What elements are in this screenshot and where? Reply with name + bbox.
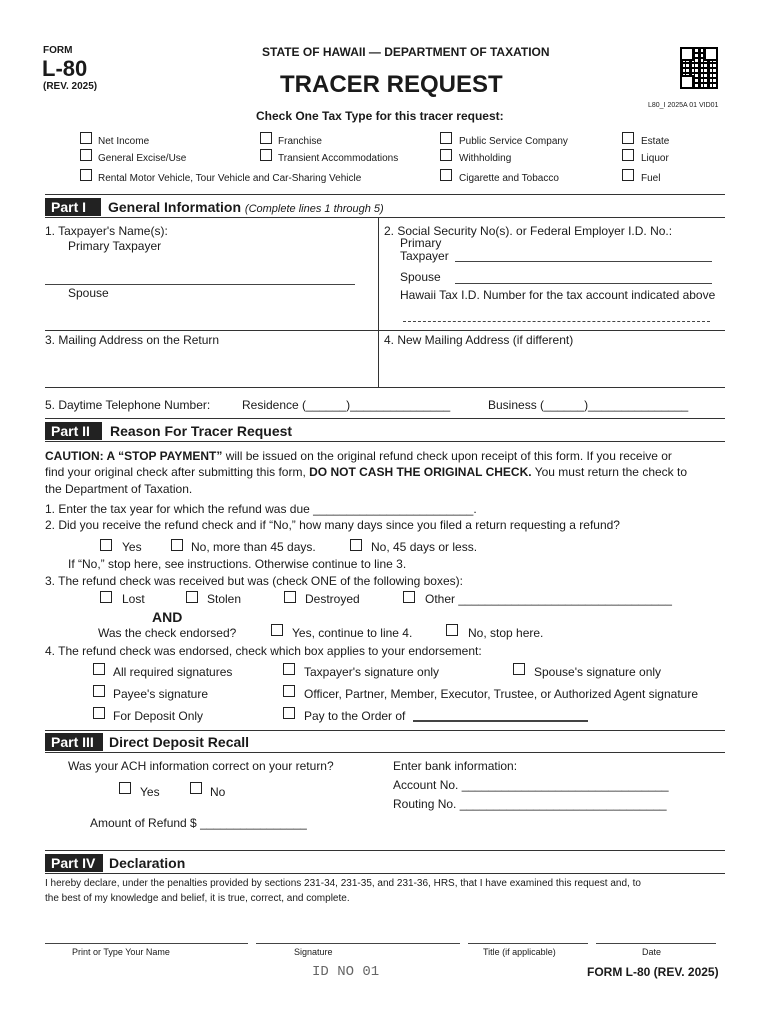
checkbox-general-excise[interactable]	[80, 149, 92, 161]
label: Yes, continue to line 4.	[292, 626, 413, 640]
revision: (REV. 2025)	[43, 81, 98, 92]
checkbox-public-service[interactable]	[440, 132, 452, 144]
label: Spouse	[68, 286, 109, 300]
label: Yes	[122, 540, 142, 554]
refund-amount-field[interactable]: Amount of Refund $ ________________	[90, 816, 307, 830]
label: 3. Mailing Address on the Return	[45, 333, 220, 347]
label: Lost	[122, 592, 145, 606]
caution-text	[45, 466, 687, 478]
label: No, stop here.	[468, 626, 544, 640]
label: For Deposit Only	[113, 709, 204, 723]
label: Taxpayer	[400, 249, 449, 263]
label: Public Service Company	[459, 136, 568, 147]
agency: STATE OF HAWAII — DEPARTMENT OF TAXATION	[262, 45, 550, 59]
part-tag: Part I	[45, 198, 101, 216]
and-label: AND	[152, 609, 183, 625]
caution-text	[45, 450, 672, 462]
checkbox-estate[interactable]	[622, 132, 634, 144]
t: “STOP PAYMENT”	[118, 449, 223, 463]
divider	[45, 873, 725, 874]
checkbox-net-income[interactable]	[80, 132, 92, 144]
divider	[45, 217, 725, 218]
label: Withholding	[459, 153, 512, 164]
label: Signature	[294, 947, 333, 957]
hawaii-tax-id-input[interactable]	[403, 321, 710, 322]
qr-finder	[680, 47, 694, 61]
id-number: ID NO 01	[312, 964, 380, 980]
checkbox-stolen[interactable]	[186, 591, 198, 603]
part-tag: Part III	[45, 733, 103, 751]
label: Enter bank information:	[393, 759, 518, 773]
label: 2. Social Security No(s). or Federal Employer I.D. No.:	[384, 224, 673, 238]
divider	[45, 850, 725, 851]
label: 5. Daytime Telephone Number:	[45, 398, 211, 412]
checkbox-other[interactable]	[403, 591, 415, 603]
label: Cigarette and Tobacco	[459, 173, 559, 184]
section-title	[108, 198, 384, 218]
caution-text: the Department of Taxation.	[45, 482, 193, 496]
label: Franchise	[278, 136, 322, 147]
divider	[45, 441, 725, 442]
t: CAUTION: A	[45, 449, 119, 463]
ssn-spouse-input[interactable]	[455, 283, 712, 284]
other-field[interactable]: Other ________________________________	[425, 592, 672, 606]
divider	[45, 730, 725, 731]
section-title: Declaration	[109, 855, 186, 871]
checkbox-pay-to-order[interactable]	[283, 707, 295, 719]
declaration-text: the best of my knowledge and belief, it is true, correct, and complete.	[45, 893, 350, 904]
label: 4. New Mailing Address (if different)	[384, 333, 574, 347]
label: Hawaii Tax I.D. Number for the tax account indicated above	[400, 288, 716, 302]
question: 1. Enter the tax year for which the refund was due ________________________.	[45, 502, 477, 516]
label: Primary	[400, 236, 442, 250]
footer-form-id: FORM L-80 (REV. 2025)	[587, 965, 719, 979]
label: Destroyed	[305, 592, 360, 606]
question: 3. The refund check was received but was (check ONE of the following boxes):	[45, 574, 463, 588]
label: General Excise/Use	[98, 153, 187, 164]
divider	[378, 217, 379, 387]
label: 1. Taxpayer's Name(s):	[45, 224, 168, 238]
label: No	[210, 785, 226, 799]
checkbox-payee-signature[interactable]	[93, 685, 105, 697]
note: If “No,” stop here, see instructions. Otherwise continue to line 3.	[68, 557, 407, 571]
label: Stolen	[207, 592, 242, 606]
divider	[45, 752, 725, 753]
t: You must return the check to	[531, 465, 688, 479]
label: Print or Type Your Name	[72, 947, 170, 957]
checkbox-endorsed-no[interactable]	[446, 624, 458, 636]
label: Net Income	[98, 136, 150, 147]
label: Pay to the Order of	[304, 709, 406, 723]
divider	[45, 194, 725, 195]
section-title: Reason For Tracer Request	[110, 423, 293, 439]
page-title: TRACER REQUEST	[280, 71, 503, 98]
checkbox-yes[interactable]	[100, 539, 112, 551]
form-number: L-80	[42, 56, 88, 81]
qr-finder	[680, 75, 694, 89]
checkbox-liquor[interactable]	[622, 149, 634, 161]
label: Liquor	[641, 153, 669, 164]
business-phone-field[interactable]: Business (______)_______________	[488, 398, 689, 412]
checkbox-franchise[interactable]	[260, 132, 272, 144]
label: Date	[642, 947, 662, 957]
label: Was your ACH information correct on your return?	[68, 759, 334, 773]
pay-to-order-input[interactable]	[413, 720, 588, 722]
label: Spouse	[400, 270, 441, 284]
form-label: FORM	[43, 45, 73, 56]
label: No, more than 45 days.	[191, 540, 316, 554]
checkbox-ach-yes[interactable]	[119, 782, 131, 794]
checkbox-rental-vehicle[interactable]	[80, 169, 92, 181]
label: Transient Accommodations	[278, 153, 399, 164]
label: Title (if applicable)	[483, 947, 556, 957]
label: Officer, Partner, Member, Executor, Trustee, or Authorized Agent signature	[304, 687, 698, 701]
label: Rental Motor Vehicle, Tour Vehicle and Car-Sharing Vehicle	[98, 173, 362, 184]
label: Estate	[641, 136, 670, 147]
form-code: L80_I 2025A 01 VID01	[648, 102, 719, 109]
divider	[45, 330, 725, 331]
residence-phone-field[interactable]: Residence (______)_______________	[242, 398, 451, 412]
t: find your original check after submitting this form,	[45, 465, 310, 479]
date-line[interactable]	[596, 943, 716, 944]
label: No, 45 days or less.	[371, 540, 478, 554]
label: Payee's signature	[113, 687, 209, 701]
label: Spouse's signature only	[534, 665, 662, 679]
label: Fuel	[641, 173, 661, 184]
subtitle: (Complete lines 1 through 5)	[244, 203, 384, 215]
name-input-line[interactable]	[45, 284, 355, 285]
title-line[interactable]	[468, 943, 588, 944]
part-tag: Part IV	[45, 854, 103, 872]
tax-type-instruction: Check One Tax Type for this tracer request:	[256, 109, 504, 123]
label: Yes	[140, 785, 160, 799]
label: Was the check endorsed?	[98, 626, 237, 640]
checkbox-withholding[interactable]	[440, 149, 452, 161]
checkbox-officer-signature[interactable]	[283, 685, 295, 697]
checkbox-more-45[interactable]	[171, 539, 183, 551]
name-signature-line[interactable]	[45, 943, 248, 944]
checkbox-deposit-only[interactable]	[93, 707, 105, 719]
checkbox-transient[interactable]	[260, 149, 272, 161]
label: Primary Taxpayer	[68, 239, 162, 253]
checkbox-cigarette[interactable]	[440, 169, 452, 181]
checkbox-less-45[interactable]	[350, 539, 362, 551]
checkbox-all-signatures[interactable]	[93, 663, 105, 675]
label: All required signatures	[113, 665, 233, 679]
routing-number-field[interactable]: Routing No. _______________________________	[393, 797, 667, 811]
t: DO NOT CASH THE ORIGINAL CHECK.	[309, 465, 532, 479]
label: Taxpayer's signature only	[304, 665, 440, 679]
question: 4. The refund check was endorsed, check which box applies to your endorsement:	[45, 644, 482, 658]
checkbox-lost[interactable]	[100, 591, 112, 603]
account-number-field[interactable]: Account No. _______________________________	[393, 778, 669, 792]
checkbox-taxpayer-signature[interactable]	[283, 663, 295, 675]
divider	[45, 387, 725, 388]
t: will be issued on the original refund check upon receipt of this form. If you receive or	[222, 449, 672, 463]
part-tag: Part II	[45, 422, 102, 440]
declaration-text: I hereby declare, under the penalties provided by sections 231-34, 231-35, and 231-36, HRS, that I have examined this request and, to	[45, 878, 641, 889]
question: 2. Did you receive the refund check and if “No,” how many days since you filed a return requesting a refund?	[45, 518, 620, 532]
title: General Information	[108, 199, 242, 215]
checkbox-endorsed-yes[interactable]	[271, 624, 283, 636]
checkbox-ach-no[interactable]	[190, 782, 202, 794]
divider	[45, 418, 725, 419]
checkbox-spouse-signature[interactable]	[513, 663, 525, 675]
section-title: Direct Deposit Recall	[109, 734, 250, 750]
checkbox-fuel[interactable]	[622, 169, 634, 181]
signature-line[interactable]	[256, 943, 460, 944]
ssn-primary-input[interactable]	[455, 261, 712, 262]
qr-finder	[704, 47, 718, 61]
checkbox-destroyed[interactable]	[284, 591, 296, 603]
